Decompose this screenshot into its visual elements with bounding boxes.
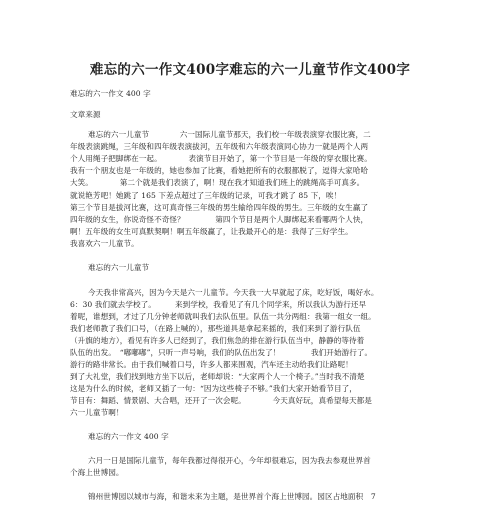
paragraph-1-line: 年级表演跳绳，三年级和四年级表演拔河，五年级和六年级表演同心协力一就是两个人两 <box>70 142 369 151</box>
paragraph-1-line: 啊！五年级的女生可真默契啊！啊五年级赢了，让我最开心的是：我得了三好学生。 <box>70 227 353 236</box>
source-label: 文章来源 <box>70 110 101 119</box>
section-heading: 难忘的六一儿童节 <box>88 263 150 272</box>
document-title: 难忘的六一作文400字难忘的六一儿童节作文400字 <box>89 62 411 78</box>
paragraph-1-line: 难忘的六一儿童节 六一国际儿童节那天，我们校一年级表演穿衣服比赛，二 <box>88 130 371 139</box>
paragraph-2-line: 节目有：舞蹈、情景剧、大合唱，还开了一次会呢。 今天真好玩，真希望每天都是 <box>70 396 372 405</box>
paragraph-2-line: 到了大礼堂，我们找到地方坐下以后，老师却说：“大家两个人一个椅子。”当时我不清楚 <box>70 372 365 381</box>
paragraph-3-line: 六月一日是国际儿童节，每年我都过得很开心，今年却很难忘，因为我去参观世界首 <box>88 456 371 465</box>
paragraph-2-line: 六一儿童节啊！ <box>70 408 124 417</box>
paragraph-3-line: 个海上世博园。 <box>70 468 124 477</box>
paragraph-1-line: 我有一个朋友也是一年级的，她也参加了比赛，看她把所有的衣服都脱了，逗得大家哈哈 <box>70 166 369 175</box>
paragraph-1-line: 个人用绳子把脚绑在一起。 表演节目开始了，第一个节目是一年级的穿衣服比赛。 <box>70 154 372 163</box>
paragraph-2-line: 队伍的出发。 “嘟嘟嘟”，只听一声号响，我们的队伍出发了！ 我们开始游行了。 <box>70 348 373 357</box>
subtitle: 难忘的六一作文 400 字 <box>88 432 169 441</box>
paragraph-2-line: 6：30 我们就去学校了。 来到学校，我看见了有几个同学来，所以我认为游行还早 <box>70 300 367 309</box>
paragraph-1-line: 四年级的女生，你说奇怪不奇怪？ 第四个节目是两个人脚绑起来看哪两个人快， <box>70 215 369 224</box>
paragraph-1-line: 就说艳芳吧！她跳了 165 下差点超过了三年级的记录，可我才跳了 85 下，唉！ <box>70 191 342 200</box>
subtitle: 难忘的六一作文 400 字 <box>70 89 151 98</box>
paragraph-2-line: 着呢，谁想到，才过了几分钟老师就叫我们去队伍里。队伍一共分两组：我第一组女一组。 <box>70 312 376 321</box>
paragraph-2-line: （升旗的地方），看见有许多人已经到了，我们焦急的排在游行队伍当中，静静的等待着 <box>70 336 365 345</box>
paragraph-1-line: 第三个节目是拔河比赛，这可真奇怪三年级的男生输给四年级的男生。三年级的女生赢了 <box>70 203 369 212</box>
paragraph-2-line: 这是为什么的时候，老师又插了一句：“因为这些椅子不够。”我们大家开始看节目了， <box>70 384 357 393</box>
paragraph-2-line: 今天我非常高兴，因为今天是六一儿童节。今天我一大早就起了床，吃好饭，喝好水。 <box>88 288 379 297</box>
paragraph-1-line: 大笑。 第二个就是我们表演了，啊！现在我才知道我们班上的跳绳高手可真多。 <box>70 178 365 187</box>
paragraph-3-line: 锦州世博园以城市与海，和谐未来为主题，是世界首个海上世博园。园区占地面积 7 <box>88 492 376 501</box>
paragraph-2-line: 我们老师教了我们口号，（在路上喊的），那些道具是拿起来摇的，我们来到了游行队伍 <box>70 324 361 333</box>
paragraph-2-line: 游行的路非常长。由于我们喊着口号，许多人都来围观，汽车还主动给我们让路呢！ <box>70 360 353 369</box>
paragraph-1-line: 我喜欢六一儿童节。 <box>70 239 139 248</box>
